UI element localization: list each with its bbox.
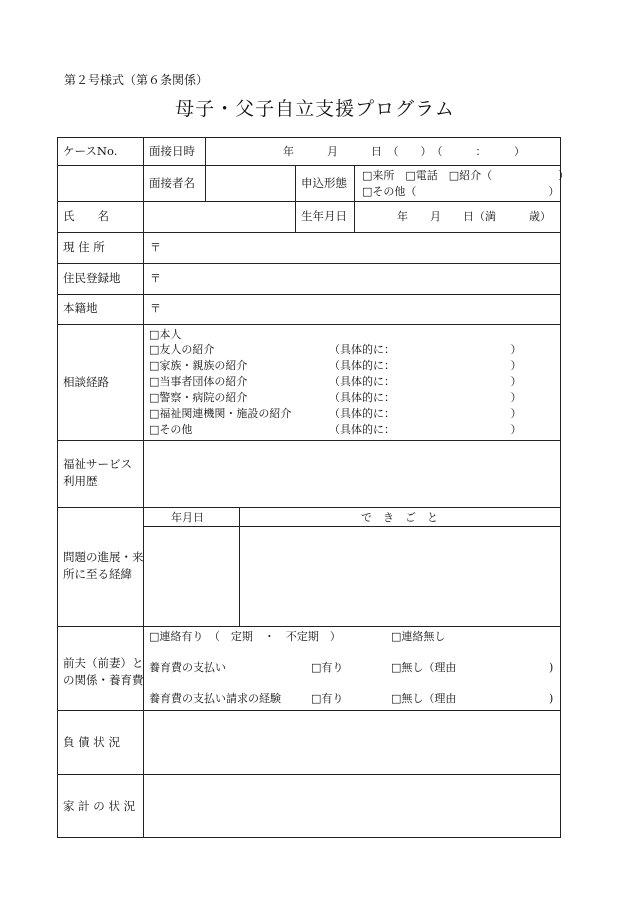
support-request-no[interactable]: □無し（理由 <box>391 692 457 705</box>
route-option[interactable]: □当事者団体の紹介 <box>149 375 248 388</box>
row-divider <box>57 710 561 711</box>
interview-datetime-label: 面接日時 <box>149 144 195 158</box>
route-detail: （具体的に： ） <box>329 407 522 420</box>
row-divider <box>57 440 561 441</box>
support-request-yes[interactable]: □有り <box>311 692 344 705</box>
household-label: 家 計 の 状 況 <box>63 799 136 813</box>
route-option[interactable]: □友人の紹介 <box>149 343 215 356</box>
row-divider <box>57 165 561 166</box>
route-option[interactable]: □福祉関連機関・施設の紹介 <box>149 407 292 420</box>
events-event-header: で き ご と <box>361 511 438 524</box>
row-divider <box>57 232 561 233</box>
interview-date-field[interactable]: 年 月 日 （ ） （ ： ） <box>283 145 525 158</box>
registration-postal-mark[interactable]: 〒 <box>150 272 161 285</box>
birthdate-field[interactable]: 年 月 日（満 歳） <box>397 210 551 223</box>
events-date-header: 年月日 <box>171 511 204 524</box>
close-paren: ) <box>549 661 554 674</box>
application-type-other[interactable]: □その他（ ） <box>362 185 560 198</box>
support-request-label: 養育費の支払い請求の経験 <box>149 692 281 705</box>
application-type-label: 申込形態 <box>301 176 347 190</box>
resident-registration-label: 住民登録地 <box>63 271 121 285</box>
page-title: 母子・父子自立支援プログラム <box>175 98 455 120</box>
table-border-left <box>57 137 58 838</box>
welfare-history-label: 利用歴 <box>63 474 98 488</box>
problem-progress-label: 所に至る経緯 <box>63 567 132 581</box>
route-detail: （具体的に： ） <box>329 391 522 404</box>
welfare-history-label: 福祉サービス <box>63 457 132 471</box>
birthdate-label: 生年月日 <box>301 209 347 223</box>
row-divider <box>57 324 561 325</box>
contact-no-option[interactable]: □連絡無し <box>391 630 446 643</box>
col-divider <box>205 137 206 201</box>
domicile-label: 本籍地 <box>63 301 98 315</box>
route-option[interactable]: □警察・病院の紹介 <box>149 391 248 404</box>
label-column-divider <box>143 137 144 838</box>
debt-label: 負 債 状 況 <box>63 735 120 749</box>
form-table <box>57 137 570 838</box>
row-divider <box>57 507 561 508</box>
route-detail: （具体的に： ） <box>329 359 522 372</box>
route-detail: （具体的に： ） <box>329 423 522 436</box>
problem-progress-label: 問題の進展・来 <box>63 550 144 564</box>
route-option[interactable]: □本人 <box>149 328 182 341</box>
application-type-options[interactable]: □来所 □電話 □紹介（ ） <box>362 169 570 182</box>
col-divider <box>354 165 355 232</box>
interviewer-label: 面接者名 <box>149 176 195 190</box>
table-border-bottom <box>57 837 561 838</box>
case-no-label: ケースNo. <box>63 144 118 158</box>
route-option[interactable]: □家族・親族の紹介 <box>149 359 248 372</box>
name-label: 氏 名 <box>63 209 109 223</box>
address-label: 現 住 所 <box>63 240 105 254</box>
address-postal-mark[interactable]: 〒 <box>150 241 161 254</box>
contact-yes-option[interactable]: □連絡有り （ 定期 ・ 不定期 ） <box>149 630 341 643</box>
domicile-postal-mark[interactable]: 〒 <box>150 302 161 315</box>
col-divider <box>295 165 296 232</box>
ex-spouse-label: 前夫（前妻）と <box>63 656 144 670</box>
support-payment-no[interactable]: □無し（理由 <box>391 661 457 674</box>
route-detail: （具体的に： ） <box>329 343 522 356</box>
close-paren: ) <box>549 692 554 705</box>
support-payment-label: 養育費の支払い <box>149 661 226 674</box>
row-divider <box>57 201 561 202</box>
route-detail: （具体的に： ） <box>329 375 522 388</box>
row-divider <box>57 263 561 264</box>
row-divider <box>57 774 561 775</box>
support-payment-yes[interactable]: □有り <box>311 661 344 674</box>
row-divider <box>57 626 561 627</box>
table-border-right <box>560 137 561 838</box>
row-divider <box>57 294 561 295</box>
form-number: 第２号様式（第６条関係） <box>64 73 209 87</box>
table-border-top <box>57 137 561 138</box>
consultation-route-label: 相談経路 <box>63 375 109 389</box>
ex-spouse-label: の関係・養育費 <box>63 673 144 687</box>
events-col-divider <box>239 507 240 626</box>
route-option[interactable]: □その他 <box>149 423 193 436</box>
events-header-divider <box>143 526 561 527</box>
